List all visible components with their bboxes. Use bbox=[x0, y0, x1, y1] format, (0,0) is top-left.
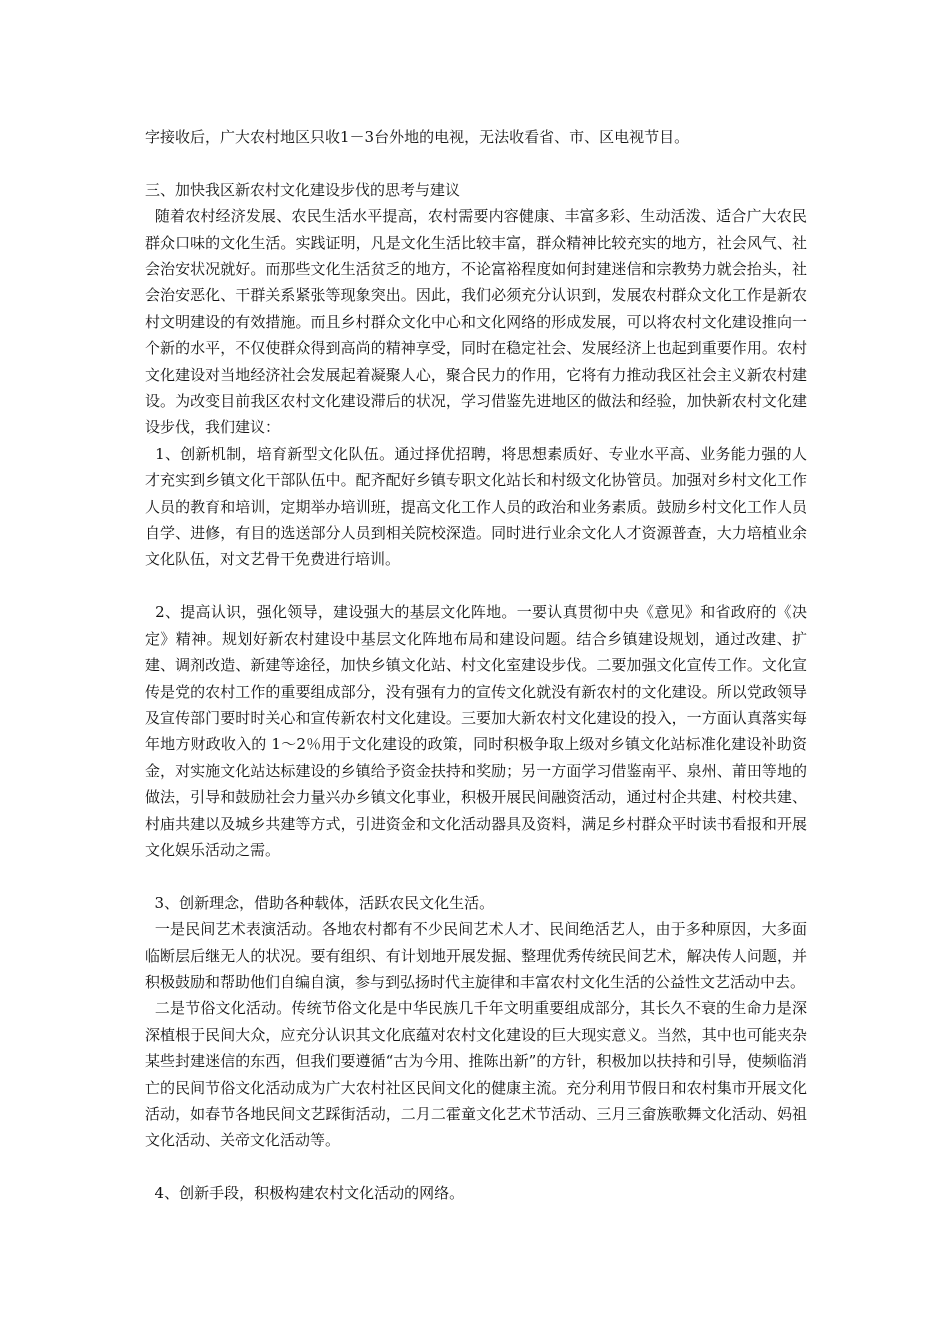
section-heading-3: 三、加快我区新农村文化建设步伐的思考与建议 bbox=[145, 180, 461, 199]
paragraph-item-2: 2、提高认识，强化领导，建设强大的基层文化阵地。一要认真贯彻中央《意见》和省政府的《决定》精神。规划好新农村建设中基层文化阵地布局和建设问题。结合乡镇建设规划，通过改建、扩建、调剂改造、新建等途径，加快乡镇文化站、村文化室建设步伐。二要加强文化宣传工作。文化宣传是党的农村工作的重要组成部分，没有强有力的宣传文化就没有新农村的文化建设。所以党政领导及宣传部门要时时关心和宣传新农村文化建设。三要加大新农村文化建设的投入，一方面认真落实每年地方财政收入的 1～2％用于文化建设的政策，同时积极争取上级对乡镇文化站标准化建设补助资金，对实施文化站达标建设的乡镇给予资金扶持和奖励；另一方面学习借鉴南平、泉州、莆田等地的做法，引导和鼓励社会力量兴办乡镇文化事业，积极开展民间融资活动，通过村企共建、村校共建、村庙共建以及城乡共建等方式，引进资金和文化活动器具及资料，满足乡村群众平时读书看报和开展文化娱乐活动之需。 bbox=[145, 603, 807, 859]
paragraph-folk-art: 一是民间艺术表演活动。各地农村都有不少民间艺术人才、民间绝活艺人，由于多种原因，大多面临断层后继无人的状况。要有组织、有计划地开展发掘、整理优秀传统民间艺术，解决传人问题，并积极鼓励和帮助他们自编自演，参与到弘扬时代主旋律和丰富农村文化生活的公益性文艺活动中去。 bbox=[145, 920, 807, 991]
paragraph-item-1: 1、创新机制，培育新型文化队伍。通过择优招聘，将思想素质好、专业水平高、业务能力强的人才充实到乡镇文化干部队伍中。配齐配好乡镇专职文化站长和村级文化协管员。加强对乡村文化工作人员的教育和培训，定期举办培训班，提高文化工作人员的政治和业务素质。鼓励乡村文化工作人员自学、进修，有目的选送部分人员到相关院校深造。同时进行业余文化人才资源普查，大力培植业余文化队伍，对文艺骨干免费进行培训。 bbox=[145, 444, 807, 569]
paragraph-item-3-heading: 3、创新理念，借助各种载体，活跃农民文化生活。 bbox=[145, 893, 495, 912]
paragraph-festival-culture: 二是节俗文化活动。传统节俗文化是中华民族几千年文明重要组成部分，其长久不衰的生命力是深深植根于民间大众，应充分认识其文化底蕴对农村文化建设的巨大现实意义。当然，其中也可能夹杂某些封建迷信的东西，但我们要遵循“古为今用、推陈出新”的方针，积极加以扶持和引导，使频临消亡的民间节俗文化活动成为广大农村社区民间文化的健康主流。充分利用节假日和农村集市开展文化活动，如春节各地民间文艺踩街活动，二月二霍童文化艺术节活动、三月三畲族歌舞文化活动、妈祖文化活动、关帝文化活动等。 bbox=[145, 999, 807, 1150]
document-page bbox=[145, 124, 807, 1207]
paragraph-intro: 随着农村经济发展、农民生活水平提高，农村需要内容健康、丰富多彩、生动活泼、适合广大农民群众口味的文化生活。实践证明，凡是文化生活比较丰富，群众精神比较充实的地方，社会风气、社会治安状况就好。而那些文化生活贫乏的地方，不论富裕程度如何封建迷信和宗教势力就会抬头，社会治安恶化、干群关系紧张等现象突出。因此，我们必须充分认识到，发展农村群众文化工作是新农村文明建设的有效措施。而且乡村群众文化中心和文化网络的形成发展，可以将农村文化建设推向一个新的水平，不仅使群众得到高尚的精神享受，同时在稳定社会、发展经济上也起到重要作用。农村文化建设对当地经济社会发展起着凝聚人心，聚合民力的作用，它将有力推动我区社会主义新农村建设。为改变目前我区农村文化建设滞后的状况，学习借鉴先进地区的做法和经验，加快新农村文化建设步伐，我们建议： bbox=[145, 207, 807, 437]
paragraph-tv-reception: 字接收后，广大农村地区只收1－3台外地的电视，无法收看省、市、区电视节目。 bbox=[145, 128, 690, 146]
blank-line bbox=[145, 1154, 807, 1180]
paragraph-item-4-heading: 4、创新手段，积极构建农村文化活动的网络。 bbox=[145, 1184, 465, 1203]
blank-line bbox=[145, 863, 807, 889]
blank-line bbox=[145, 150, 807, 176]
blank-line bbox=[145, 573, 807, 599]
